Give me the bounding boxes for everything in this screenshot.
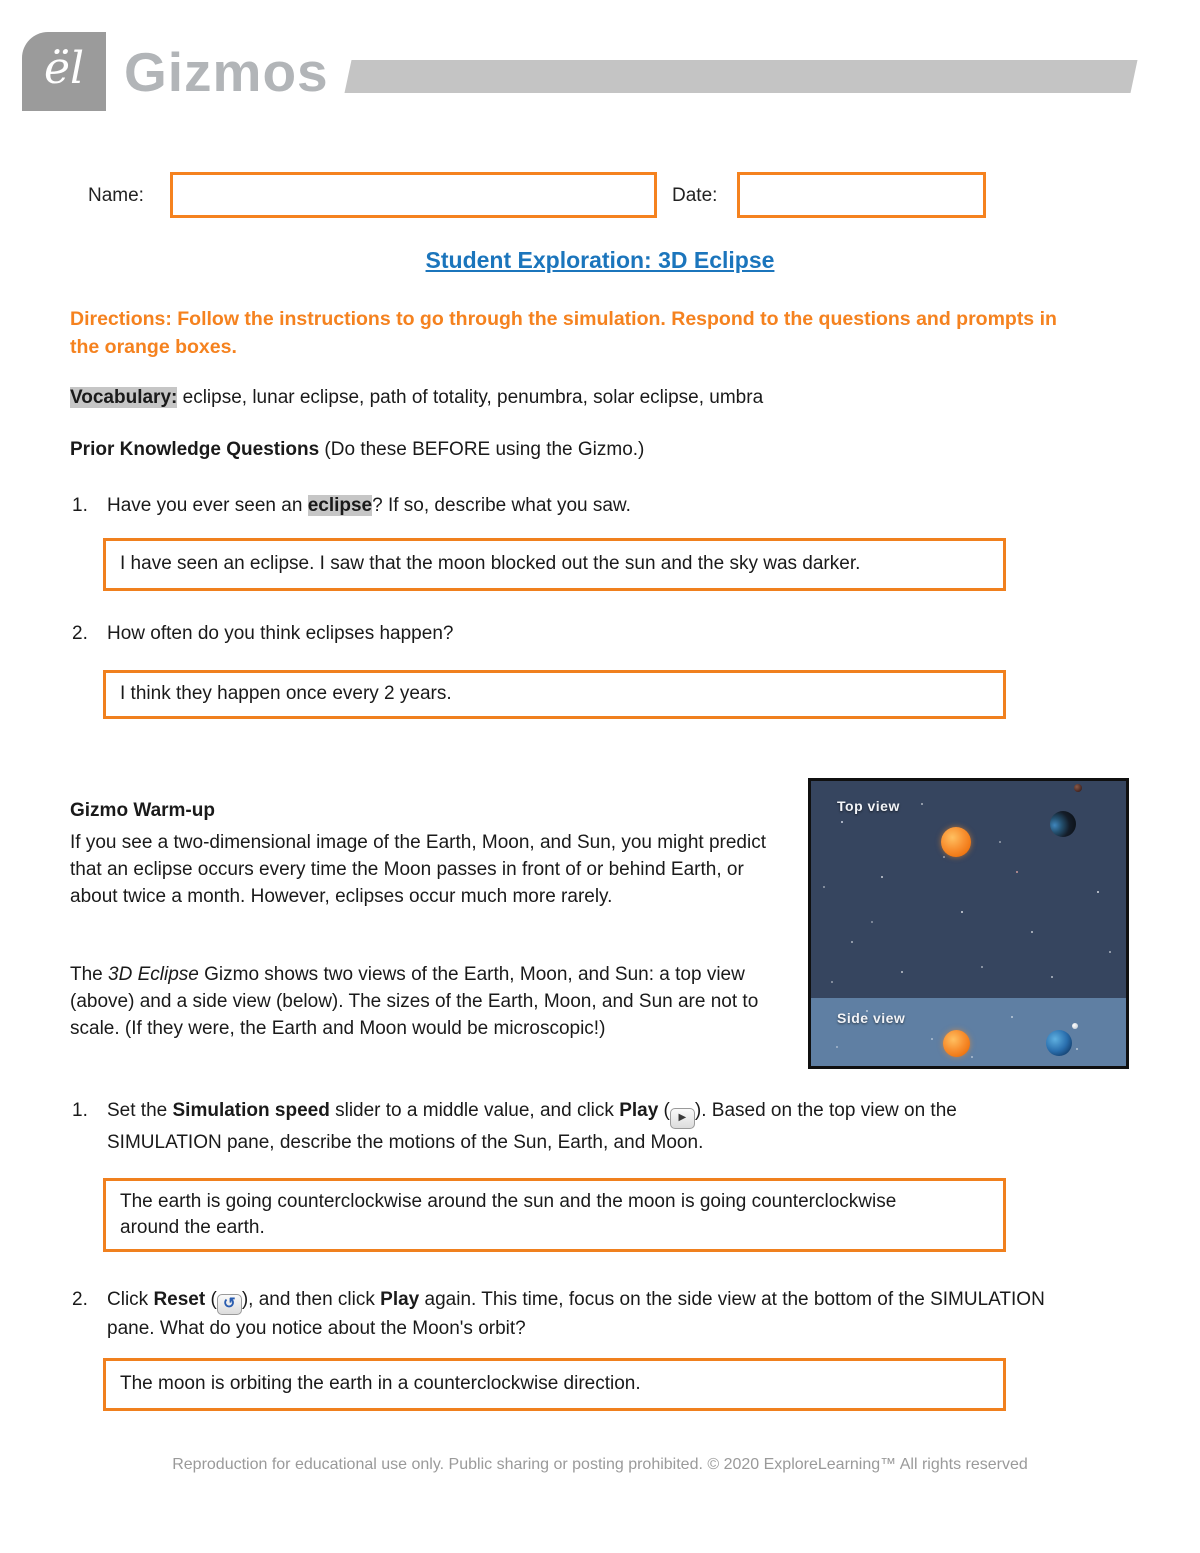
seg: again. This time, focus on the side view at the bottom of the SIMULATION pane. What do you notice about the Moon's orbit? xyxy=(107,1289,1045,1339)
seg: ). Based on the top view on the SIMULATION pane, describe the motions of the Sun, Earth, and Moon. xyxy=(107,1100,957,1153)
simulation-speed-term: Simulation speed xyxy=(172,1100,330,1121)
question-text xyxy=(107,1097,1047,1156)
vocabulary-line xyxy=(70,387,1130,409)
q1-keyword-eclipse: eclipse xyxy=(307,495,373,516)
q1-pre: Have you ever seen an xyxy=(107,495,308,516)
directions-text: Directions: Follow the instructions to go through the simulation. Respond to the questions and prompts in the orange boxes. xyxy=(70,308,1057,358)
warmup-paragraph-1: If you see a two-dimensional image of the Earth, Moon, and Sun, you might predict that an eclipse occurs every time the Moon passes in front of or behind Earth, or about twice a month. However, eclipses occur much more rarely. xyxy=(70,832,766,907)
header-decor-bar xyxy=(344,60,1137,93)
gizmos-brand-wordmark: Gizmos xyxy=(124,41,329,103)
p2-pre: The xyxy=(70,964,109,985)
sim-side-view-panel xyxy=(811,998,1126,1066)
question-number: 1. xyxy=(72,495,88,516)
reset-term: Reset xyxy=(153,1289,206,1310)
explorelearning-logo-icon xyxy=(22,32,106,111)
warmup-question-1 xyxy=(72,1097,1047,1156)
answer-text: The moon is orbiting the earth in a counterclockwise direction. xyxy=(120,1373,641,1395)
date-label: Date: xyxy=(672,185,718,206)
side-view-label: Side view xyxy=(837,1010,906,1026)
question-number: 2. xyxy=(72,1289,88,1310)
pk-question-2 xyxy=(72,620,1032,648)
warmup-question-2 xyxy=(72,1286,1047,1343)
question-number: 1. xyxy=(72,1100,88,1121)
date-input[interactable] xyxy=(737,172,986,218)
seg: ), and then click xyxy=(241,1289,381,1310)
answer-text: I think they happen once every 2 years. xyxy=(120,683,452,705)
earth-top-view xyxy=(1050,811,1076,837)
name-input[interactable] xyxy=(170,172,657,218)
starfield xyxy=(811,781,813,783)
page-title: Student Exploration: 3D Eclipse xyxy=(425,247,775,273)
pk-question-1 xyxy=(72,492,1032,520)
vocabulary-label: Vocabulary: xyxy=(70,387,178,408)
question-text: How often do you think eclipses happen? xyxy=(107,623,454,644)
play-icon xyxy=(670,1108,695,1129)
name-label: Name: xyxy=(88,185,144,206)
seg: Click xyxy=(107,1289,154,1310)
seg: ( xyxy=(658,1100,670,1121)
reset-arrow-glyph: ↺ xyxy=(223,1295,236,1312)
seg: Set the xyxy=(107,1100,173,1121)
sun-side-view xyxy=(943,1030,970,1057)
question-number: 2. xyxy=(72,623,88,644)
p2-post: Gizmo shows two views of the Earth, Moon, and Sun: a top view (above) and a side view (below). The sizes of the Earth, Moon, and Sun are not to scale. (If they were, the Earth and Moon would be microscopic!) xyxy=(70,964,759,1039)
logo-el-glyph: ël xyxy=(43,42,85,94)
sun-top-view xyxy=(941,827,971,857)
seg: slider to a middle value, and click xyxy=(329,1100,620,1121)
sim-top-view-panel xyxy=(811,781,1126,998)
play-term: Play xyxy=(380,1289,420,1310)
warmup-answer-box-2[interactable] xyxy=(103,1358,1006,1411)
moon-top-view xyxy=(1074,784,1082,792)
warmup-paragraph-2 xyxy=(70,962,782,1043)
prior-knowledge-heading xyxy=(70,439,1130,461)
prior-knowledge-note: (Do these BEFORE using the Gizmo.) xyxy=(319,439,645,460)
copyright-footer: Reproduction for educational use only. Public sharing or posting prohibited. © 2020 ExploreLearning™ All rights reserved xyxy=(172,1456,1028,1473)
warmup-heading: Gizmo Warm-up xyxy=(70,800,215,821)
seg: ( xyxy=(205,1289,217,1310)
moon-side-view xyxy=(1072,1023,1078,1029)
starfield xyxy=(811,998,813,1000)
top-view-label: Top view xyxy=(837,798,900,814)
reset-icon xyxy=(217,1294,242,1315)
pk-answer-box-1[interactable] xyxy=(103,538,1006,591)
pk-answer-box-2[interactable] xyxy=(103,670,1006,719)
question-text xyxy=(107,1286,1047,1343)
warmup-answer-box-1[interactable] xyxy=(103,1178,1006,1252)
earth-side-view xyxy=(1046,1030,1072,1056)
prior-knowledge-title: Prior Knowledge Questions xyxy=(70,439,320,460)
p2-gizmo-name: 3D Eclipse xyxy=(108,964,199,985)
play-triangle-glyph: ▶ xyxy=(678,1112,687,1123)
answer-text: I have seen an eclipse. I saw that the moon blocked out the sun and the sky was darker. xyxy=(120,553,861,575)
simulation-screenshot xyxy=(808,778,1129,1069)
q1-post: ? If so, describe what you saw. xyxy=(372,495,631,516)
answer-text: The earth is going counterclockwise around the sun and the moon is going counterclockwise around the earth. xyxy=(120,1190,897,1238)
play-term: Play xyxy=(619,1100,659,1121)
vocabulary-terms: eclipse, lunar eclipse, path of totality, penumbra, solar eclipse, umbra xyxy=(177,387,764,408)
question-text xyxy=(107,492,1032,520)
